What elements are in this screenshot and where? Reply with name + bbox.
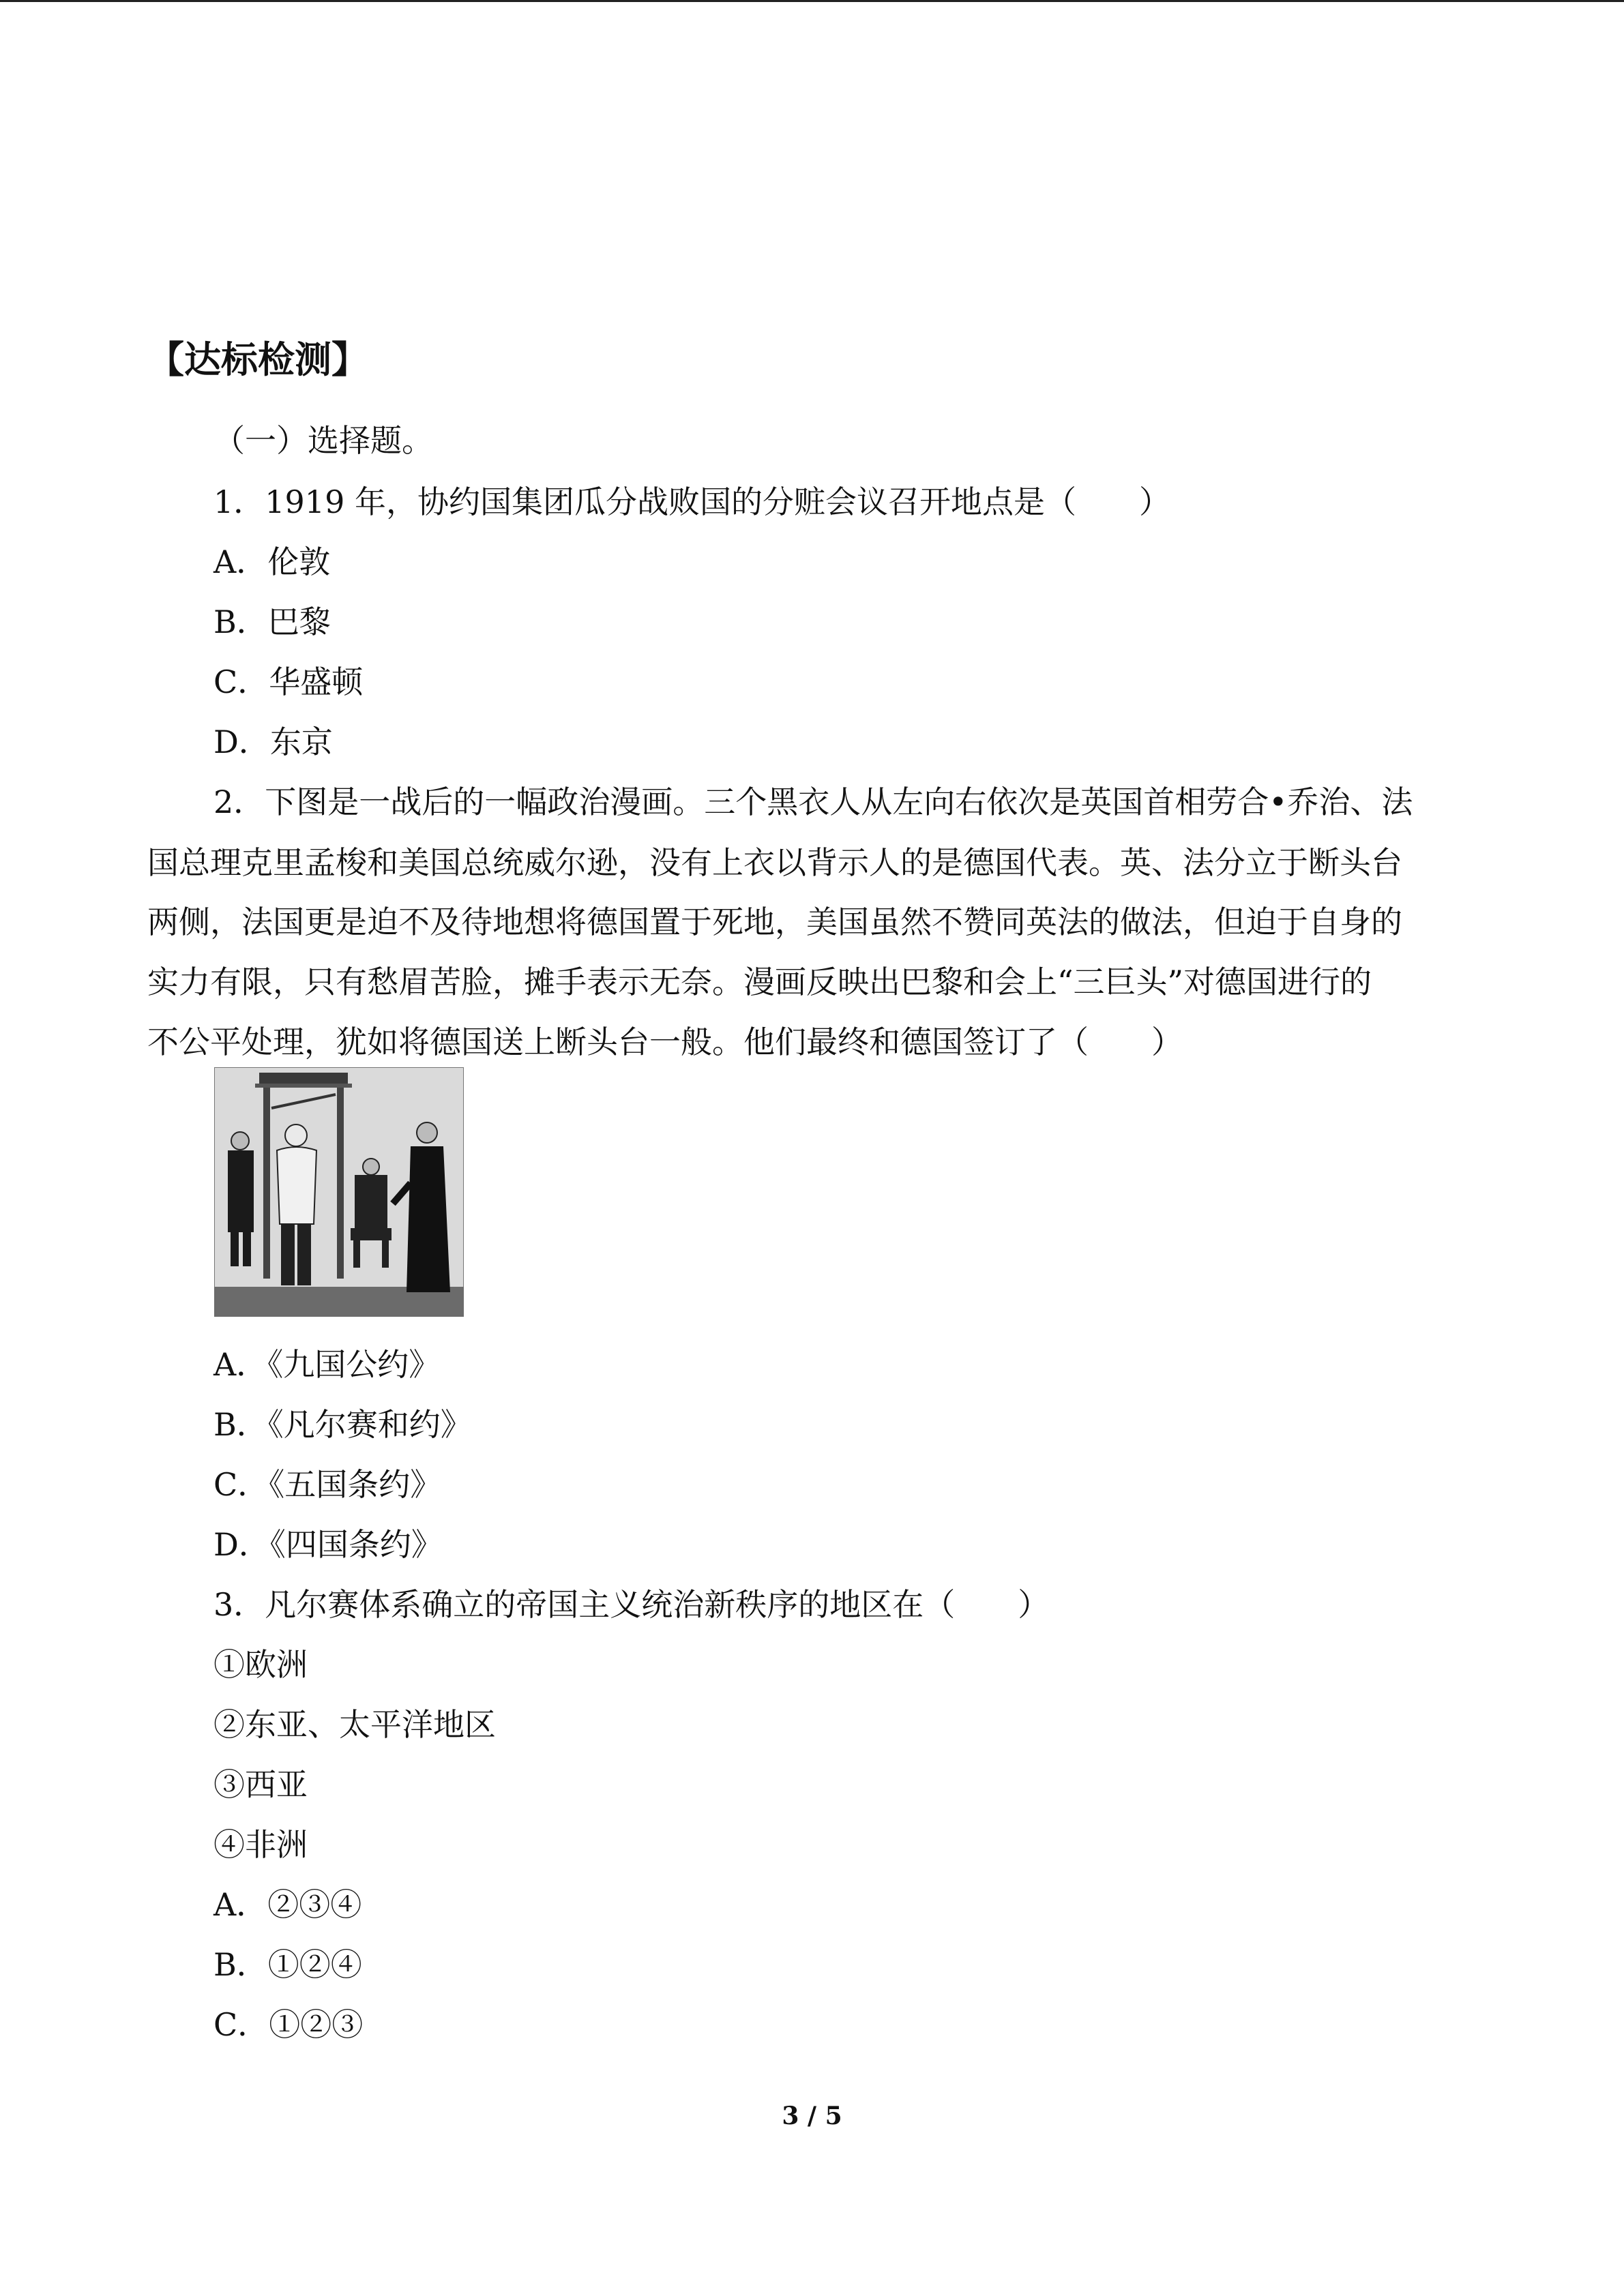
question-2-stem-line-5: 不公平处理，犹如将德国送上断头台一般。他们最终和德国签订了（ ） <box>147 1024 1183 1060</box>
q1-option-c: C．华盛顿 <box>213 664 364 700</box>
q1-option-a: A．伦敦 <box>213 543 331 580</box>
q3-option-b: B．①②④ <box>213 1946 362 1983</box>
question-2-stem-line-4: 实力有限，只有愁眉苦脸，摊手表示无奈。漫画反映出巴黎和会上“三巨头”对德国进行的 <box>147 964 1372 1000</box>
subsection-title: （一）选择题。 <box>213 422 433 459</box>
q3-option-c: C．①②③ <box>213 2006 364 2043</box>
q3-item-2: ②东亚、太平洋地区 <box>213 1706 496 1743</box>
q1-option-b: B．巴黎 <box>213 603 331 640</box>
page-number: 3 / 5 <box>782 2102 842 2130</box>
q3-item-1: ①欧洲 <box>213 1646 308 1683</box>
q3-item-3: ③西亚 <box>213 1766 308 1803</box>
top-border <box>0 0 1624 2</box>
q1-option-d: D．东京 <box>213 724 333 760</box>
section-title: 【达标检测】 <box>147 338 368 381</box>
question-2-stem-line-1: 2．下图是一战后的一幅政治漫画。三个黑衣人从左向右依次是英国首相劳合•乔治、法 <box>213 784 1413 820</box>
guillotine-cartoon <box>214 1067 464 1317</box>
q2-option-b: B．《凡尔赛和约》 <box>213 1406 472 1443</box>
question-3-stem: 3．凡尔赛体系确立的帝国主义统治新秩序的地区在（ ） <box>213 1586 1050 1623</box>
q2-option-a: A．《九国公约》 <box>213 1346 441 1383</box>
question-1-stem: 1．1919 年，协约国集团瓜分战败国的分赃会议召开地点是（ ） <box>213 483 1170 520</box>
question-2-stem-line-3: 两侧，法国更是迫不及待地想将德国置于死地，美国虽然不赞同英法的做法，但迫于自身的 <box>147 904 1402 940</box>
q2-option-c: C．《五国条约》 <box>213 1466 442 1503</box>
q3-item-4: ④非洲 <box>213 1826 308 1863</box>
q2-option-d: D．《四国条约》 <box>213 1526 443 1563</box>
q3-option-a: A．②③④ <box>213 1886 362 1923</box>
question-2-stem-line-2: 国总理克里孟梭和美国总统威尔逊，没有上衣以背示人的是德国代表。英、法分立于断头台 <box>147 844 1402 881</box>
